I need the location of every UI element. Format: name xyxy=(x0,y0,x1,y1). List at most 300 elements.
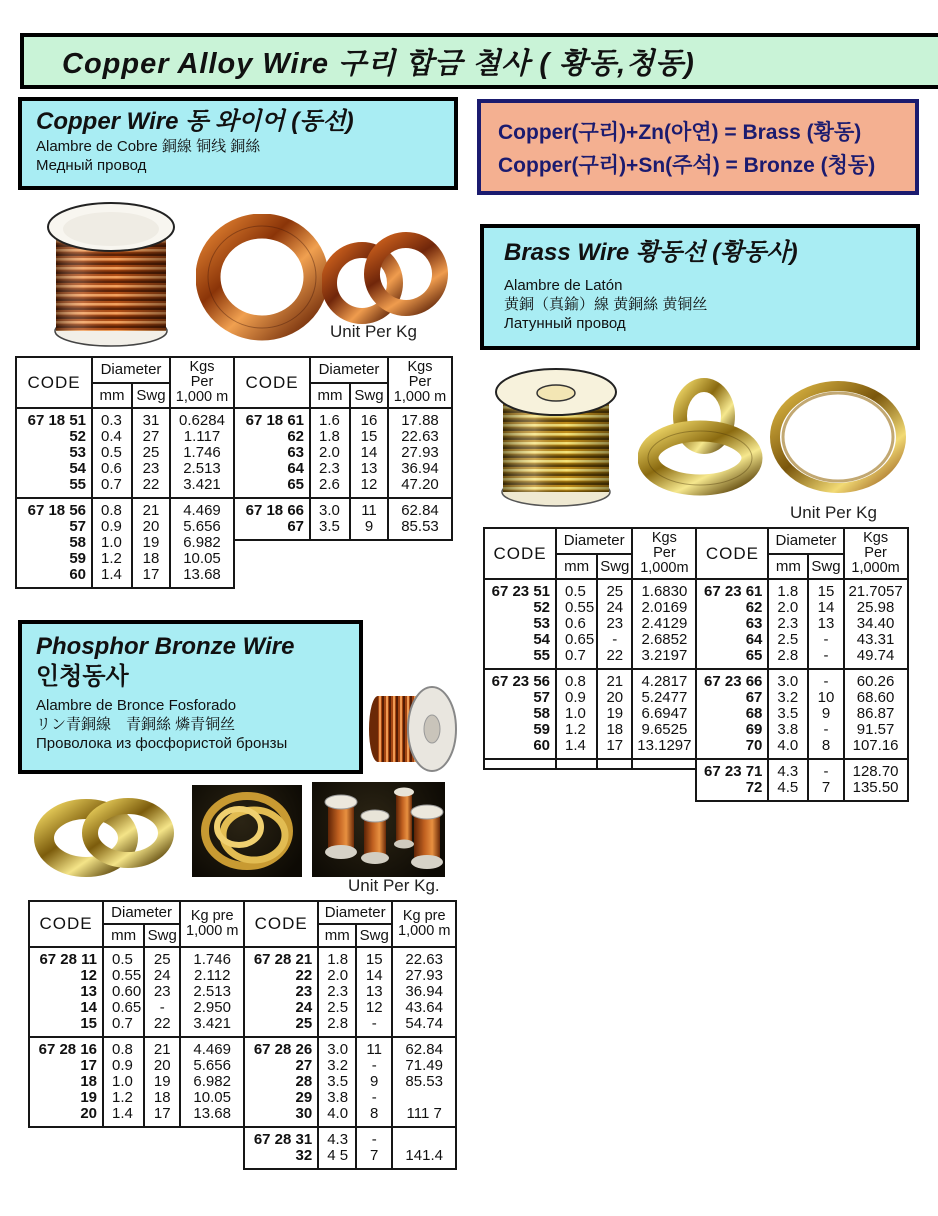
code-cell: 28 xyxy=(244,1074,318,1090)
kg-cell: 13.68 xyxy=(170,567,234,588)
kg-cell: 71.49 xyxy=(392,1058,456,1074)
code-cell: 15 xyxy=(29,1016,103,1037)
table-row xyxy=(244,947,456,968)
code-cell: 68 xyxy=(696,706,768,722)
brass-wire-subtitle-cjk: 黄銅（真鍮）線 黄銅絲 黄铜丝 xyxy=(504,296,708,313)
mm-cell: 3.5 xyxy=(310,519,350,535)
table-row xyxy=(484,669,696,690)
mm-cell: 1.6 xyxy=(310,408,350,429)
swg-cell: 20 xyxy=(144,1058,180,1074)
code-cell: 65 xyxy=(696,648,768,669)
table-row xyxy=(484,690,696,706)
table-row xyxy=(234,408,452,429)
swg-cell: 25 xyxy=(144,947,180,968)
swg-cell: 22 xyxy=(132,477,170,498)
kg-cell xyxy=(388,535,452,540)
mm-cell: 3.8 xyxy=(768,722,808,738)
mm-cell: 4.3 xyxy=(318,1127,356,1148)
kg-cell: 13.1297 xyxy=(632,738,696,759)
phosphor-bronze-info-box xyxy=(18,620,363,774)
mm-cell: 1.0 xyxy=(103,1074,144,1090)
code-cell: 67 18 56 xyxy=(16,498,92,519)
table-row xyxy=(16,498,234,519)
table-row xyxy=(16,567,234,588)
mm-cell: 1.4 xyxy=(556,738,597,759)
copper-wire-subtitle-es: Alambre de Cobre 銅線 铜线 銅絲 xyxy=(36,138,261,155)
code-cell: 27 xyxy=(244,1058,318,1074)
swg-cell: - xyxy=(356,1058,392,1074)
code-cell: 72 xyxy=(696,780,768,801)
swg-cell: - xyxy=(144,1000,180,1016)
mm-cell: 1.8 xyxy=(318,947,356,968)
brass-spool-image xyxy=(492,366,620,515)
table-row xyxy=(29,1106,244,1127)
mm-cell: 1.2 xyxy=(103,1090,144,1106)
swg-cell: 23 xyxy=(132,461,170,477)
swg-cell: 18 xyxy=(597,722,632,738)
mm-cell xyxy=(310,535,350,540)
mm-cell: 4.3 xyxy=(768,759,808,780)
phosphor-bronze-subtitle-ru: Проволока из фосфористой бронзы xyxy=(36,735,288,752)
table-row xyxy=(696,738,907,759)
diameter-column-header: Diameter xyxy=(310,357,388,383)
table-row xyxy=(244,1074,456,1090)
mm-cell: 1.2 xyxy=(92,551,132,567)
code-cell: 23 xyxy=(244,984,318,1000)
table-row xyxy=(234,445,452,461)
swg-column-header: Swg xyxy=(808,554,843,580)
code-cell: 55 xyxy=(484,648,556,669)
kg-cell: 141.4 xyxy=(392,1148,456,1169)
table-row xyxy=(29,1058,244,1074)
code-cell: 53 xyxy=(16,445,92,461)
brass-table-left xyxy=(483,527,697,770)
code-cell: 55 xyxy=(16,477,92,498)
brass-unit-label: Unit Per Kg xyxy=(790,503,877,522)
table-row xyxy=(244,1016,456,1037)
swg-cell: 14 xyxy=(356,968,392,984)
bronze-formula: Copper(구리)+Sn(주석) = Bronze (청동) xyxy=(498,154,876,177)
kg-cell: 2.112 xyxy=(180,968,244,984)
kg-column-header: Kg pre 1,000 m xyxy=(180,901,244,947)
code-cell: 20 xyxy=(29,1106,103,1127)
copper-table-left xyxy=(15,356,235,589)
swg-cell: 15 xyxy=(808,579,843,600)
kg-cell: 91.57 xyxy=(844,722,908,738)
code-column-header: CODE xyxy=(234,357,310,408)
mm-column-header: mm xyxy=(318,924,356,947)
code-cell: 67 18 61 xyxy=(234,408,310,429)
copper-wire-title: Copper Wire 동 와이어 (동선) xyxy=(36,108,354,135)
copper-spool-image xyxy=(45,200,177,355)
mm-cell: 0.55 xyxy=(103,968,144,984)
swg-cell: 21 xyxy=(144,1037,180,1058)
code-column-header: CODE xyxy=(696,528,768,579)
table-row xyxy=(29,1037,244,1058)
table-row xyxy=(234,429,452,445)
kg-column-header: Kgs Per 1,000m xyxy=(844,528,908,579)
kg-cell: 1.746 xyxy=(180,947,244,968)
mm-cell: 4 5 xyxy=(318,1148,356,1169)
code-cell: 13 xyxy=(29,984,103,1000)
mm-cell: 2.0 xyxy=(310,445,350,461)
table-row xyxy=(696,579,907,600)
swg-cell: 9 xyxy=(350,519,388,535)
kg-column-header: Kgs Per 1,000 m xyxy=(170,357,234,408)
mm-cell: 0.9 xyxy=(103,1058,144,1074)
phosphor-bronze-subtitle-es: Alambre de Bronce Fosforado xyxy=(36,697,237,714)
kg-cell: 43.31 xyxy=(844,632,908,648)
swg-cell: 12 xyxy=(356,1000,392,1016)
swg-cell: 25 xyxy=(597,579,632,600)
swg-cell: 12 xyxy=(350,477,388,498)
table-row xyxy=(484,722,696,738)
kg-cell: 1.6830 xyxy=(632,579,696,600)
swg-cell: 19 xyxy=(597,706,632,722)
swg-cell: 27 xyxy=(132,429,170,445)
kg-cell: 3.421 xyxy=(180,1016,244,1037)
mm-cell: 3.0 xyxy=(310,498,350,519)
code-cell: 54 xyxy=(484,632,556,648)
table-row xyxy=(16,551,234,567)
kg-cell: 25.98 xyxy=(844,600,908,616)
kg-cell: 3.421 xyxy=(170,477,234,498)
code-cell: 67 28 21 xyxy=(244,947,318,968)
mm-cell: 2.5 xyxy=(768,632,808,648)
kg-cell: 6.6947 xyxy=(632,706,696,722)
mm-cell: 0.7 xyxy=(92,477,132,498)
phosphor-small-spool-image xyxy=(368,678,462,785)
table-row xyxy=(244,1106,456,1127)
swg-cell xyxy=(350,535,388,540)
mm-cell: 3.2 xyxy=(318,1058,356,1074)
kg-cell: 111 7 xyxy=(392,1106,456,1127)
swg-cell: 9 xyxy=(808,706,843,722)
kg-cell: 85.53 xyxy=(388,519,452,535)
phosphor-coil-photo xyxy=(192,785,302,877)
mm-cell: 0.9 xyxy=(556,690,597,706)
swg-cell: 13 xyxy=(350,461,388,477)
phosphor-bronze-title-en: Phosphor Bronze Wire xyxy=(36,633,295,660)
mm-cell: 0.8 xyxy=(92,498,132,519)
kg-cell: 36.94 xyxy=(388,461,452,477)
mm-column-header: mm xyxy=(556,554,597,580)
code-cell: 59 xyxy=(16,551,92,567)
swg-cell: 24 xyxy=(144,968,180,984)
swg-cell: 13 xyxy=(808,616,843,632)
mm-column-header: mm xyxy=(310,383,350,409)
mm-cell: 0.60 xyxy=(103,984,144,1000)
code-cell: 60 xyxy=(484,738,556,759)
table-row xyxy=(696,648,907,669)
swg-column-header: Swg xyxy=(144,924,180,947)
diameter-column-header: Diameter xyxy=(103,901,180,924)
mm-cell: 0.5 xyxy=(103,947,144,968)
alloy-formula-box xyxy=(477,99,919,195)
code-cell: 67 23 56 xyxy=(484,669,556,690)
table-row xyxy=(29,1000,244,1016)
diameter-column-header: Diameter xyxy=(92,357,170,383)
table-row xyxy=(244,1058,456,1074)
code-cell: 30 xyxy=(244,1106,318,1127)
kg-cell: 2.6852 xyxy=(632,632,696,648)
swg-cell: 20 xyxy=(132,519,170,535)
code-cell: 24 xyxy=(244,1000,318,1016)
kg-cell: 27.93 xyxy=(392,968,456,984)
kg-cell: 4.2817 xyxy=(632,669,696,690)
phosphor-bronze-wire-table xyxy=(28,900,457,1170)
kg-cell: 27.93 xyxy=(388,445,452,461)
code-cell: 70 xyxy=(696,738,768,759)
swg-cell: 11 xyxy=(356,1037,392,1058)
mm-cell: 2.6 xyxy=(310,477,350,498)
code-cell: 67 xyxy=(234,519,310,535)
mm-cell: 4.0 xyxy=(768,738,808,759)
swg-cell: 7 xyxy=(356,1148,392,1169)
swg-cell: 15 xyxy=(350,429,388,445)
table-row xyxy=(244,1148,456,1169)
swg-cell: - xyxy=(808,759,843,780)
mm-cell: 3.2 xyxy=(768,690,808,706)
swg-cell: 8 xyxy=(808,738,843,759)
copper-wire-table xyxy=(15,356,453,589)
swg-column-header: Swg xyxy=(132,383,170,409)
mm-cell: 1.0 xyxy=(556,706,597,722)
code-cell: 67 28 11 xyxy=(29,947,103,968)
kg-cell: 5.2477 xyxy=(632,690,696,706)
swg-cell: - xyxy=(356,1127,392,1148)
table-row xyxy=(29,1074,244,1090)
mm-cell: 3.5 xyxy=(318,1074,356,1090)
brass-coils-image xyxy=(638,378,766,501)
swg-cell: 25 xyxy=(132,445,170,461)
swg-cell: 24 xyxy=(597,600,632,616)
table-row xyxy=(244,1000,456,1016)
swg-cell: 9 xyxy=(356,1074,392,1090)
phosphor-bronze-title-ko: 인청동사 xyxy=(36,663,129,690)
kg-cell: 62.84 xyxy=(388,498,452,519)
kg-cell: 6.982 xyxy=(180,1074,244,1090)
table-row xyxy=(234,477,452,498)
code-cell: 19 xyxy=(29,1090,103,1106)
kg-cell: 21.7057 xyxy=(844,579,908,600)
table-row xyxy=(244,968,456,984)
table-row xyxy=(484,706,696,722)
table-row xyxy=(484,764,696,769)
table-row xyxy=(234,498,452,519)
table-row xyxy=(696,690,907,706)
table-row xyxy=(244,984,456,1000)
table-row xyxy=(484,600,696,616)
brass-wire-subtitle-es: Alambre de Latón xyxy=(504,277,623,294)
swg-cell: 19 xyxy=(144,1074,180,1090)
mm-cell: 2.0 xyxy=(768,600,808,616)
code-cell: 14 xyxy=(29,1000,103,1016)
kg-cell: 128.70 xyxy=(844,759,908,780)
phosphor-table-right xyxy=(243,900,457,1170)
brass-table-right xyxy=(695,527,908,802)
mm-cell: 0.7 xyxy=(103,1016,144,1037)
swg-cell: 18 xyxy=(132,551,170,567)
swg-cell: 16 xyxy=(350,408,388,429)
table-row xyxy=(696,706,907,722)
kg-cell: 17.88 xyxy=(388,408,452,429)
phosphor-table-left xyxy=(28,900,245,1128)
kg-cell: 13.68 xyxy=(180,1106,244,1127)
table-row xyxy=(16,429,234,445)
code-cell: 54 xyxy=(16,461,92,477)
table-row xyxy=(484,738,696,759)
code-cell: 53 xyxy=(484,616,556,632)
swg-cell: 7 xyxy=(808,780,843,801)
swg-cell: 10 xyxy=(808,690,843,706)
mm-cell: 3.0 xyxy=(318,1037,356,1058)
table-row xyxy=(16,461,234,477)
mm-cell: 0.7 xyxy=(556,648,597,669)
copper-wire-info-box xyxy=(18,97,458,190)
code-cell: 22 xyxy=(244,968,318,984)
swg-cell: 11 xyxy=(350,498,388,519)
code-cell: 62 xyxy=(696,600,768,616)
mm-cell: 0.8 xyxy=(556,669,597,690)
copper-rings-image xyxy=(322,228,448,331)
kg-cell: 4.469 xyxy=(180,1037,244,1058)
mm-cell: 0.5 xyxy=(92,445,132,461)
kg-cell: 36.94 xyxy=(392,984,456,1000)
swg-cell: 17 xyxy=(597,738,632,759)
code-cell: 57 xyxy=(484,690,556,706)
swg-cell: - xyxy=(808,648,843,669)
mm-cell: 0.9 xyxy=(92,519,132,535)
code-column-header: CODE xyxy=(484,528,556,579)
kg-cell: 0.6284 xyxy=(170,408,234,429)
code-cell: 67 23 51 xyxy=(484,579,556,600)
swg-cell: 20 xyxy=(597,690,632,706)
kg-cell: 107.16 xyxy=(844,738,908,759)
kg-cell: 9.6525 xyxy=(632,722,696,738)
mm-cell: 4.0 xyxy=(318,1106,356,1127)
code-column-header: CODE xyxy=(29,901,103,947)
brass-wire-title: Brass Wire 황동선 (황동사) xyxy=(504,239,798,266)
kg-cell: 22.63 xyxy=(392,947,456,968)
swg-cell: - xyxy=(356,1090,392,1106)
table-row xyxy=(234,519,452,535)
code-cell: 59 xyxy=(484,722,556,738)
code-cell: 67 23 61 xyxy=(696,579,768,600)
mm-cell: 0.55 xyxy=(556,600,597,616)
table-row xyxy=(16,519,234,535)
code-cell: 63 xyxy=(696,616,768,632)
swg-cell: 22 xyxy=(144,1016,180,1037)
brass-wire-table xyxy=(483,527,909,802)
mm-cell: 2.0 xyxy=(318,968,356,984)
kg-cell: 2.513 xyxy=(170,461,234,477)
copper-unit-label: Unit Per Kg xyxy=(330,322,417,341)
kg-cell: 68.60 xyxy=(844,690,908,706)
phosphor-coil-image xyxy=(28,790,180,887)
code-cell: 63 xyxy=(234,445,310,461)
table-row xyxy=(29,1090,244,1106)
code-cell: 67 23 71 xyxy=(696,759,768,780)
mm-cell: 0.4 xyxy=(92,429,132,445)
table-row xyxy=(484,579,696,600)
mm-cell: 1.8 xyxy=(768,579,808,600)
swg-cell: - xyxy=(597,632,632,648)
kg-cell: 2.4129 xyxy=(632,616,696,632)
code-cell: 67 18 51 xyxy=(16,408,92,429)
kg-cell xyxy=(632,764,696,769)
code-cell: 64 xyxy=(696,632,768,648)
kg-cell: 1.746 xyxy=(170,445,234,461)
code-cell: 18 xyxy=(29,1074,103,1090)
code-cell: 69 xyxy=(696,722,768,738)
code-cell: 25 xyxy=(244,1016,318,1037)
code-cell: 52 xyxy=(484,600,556,616)
code-cell: 58 xyxy=(484,706,556,722)
code-cell: 67 28 16 xyxy=(29,1037,103,1058)
kg-cell: 5.656 xyxy=(180,1058,244,1074)
page-title: Copper Alloy Wire 구리 합금 철사 ( 황동,청동) xyxy=(62,47,695,80)
swg-cell: 17 xyxy=(144,1106,180,1127)
mm-cell: 2.8 xyxy=(768,648,808,669)
brass-wire-subtitle-ru: Латунный провод xyxy=(504,315,626,332)
table-row xyxy=(16,445,234,461)
table-row xyxy=(696,759,907,780)
mm-cell: 1.0 xyxy=(92,535,132,551)
mm-cell: 4.5 xyxy=(768,780,808,801)
mm-cell: 1.4 xyxy=(92,567,132,588)
code-cell: 57 xyxy=(16,519,92,535)
table-row xyxy=(16,477,234,498)
kg-cell: 2.513 xyxy=(180,984,244,1000)
kg-cell: 43.64 xyxy=(392,1000,456,1016)
table-row xyxy=(244,1037,456,1058)
table-row xyxy=(696,722,907,738)
code-cell: 58 xyxy=(16,535,92,551)
swg-cell: 23 xyxy=(144,984,180,1000)
kg-column-header: Kgs Per 1,000m xyxy=(632,528,696,579)
phosphor-bronze-subtitle-cjk: リン青銅線 青銅絲 燐青铜丝 xyxy=(36,716,236,733)
kg-cell: 3.2197 xyxy=(632,648,696,669)
kg-cell: 49.74 xyxy=(844,648,908,669)
kg-cell: 54.74 xyxy=(392,1016,456,1037)
kg-cell: 2.0169 xyxy=(632,600,696,616)
mm-cell: 0.65 xyxy=(103,1000,144,1016)
code-cell xyxy=(234,535,310,540)
kg-column-header: Kgs Per 1,000 m xyxy=(388,357,452,408)
table-row xyxy=(16,408,234,429)
mm-cell: 0.65 xyxy=(556,632,597,648)
kg-cell: 86.87 xyxy=(844,706,908,722)
swg-cell: - xyxy=(356,1016,392,1037)
mm-cell: 2.3 xyxy=(318,984,356,1000)
mm-cell: 3.0 xyxy=(768,669,808,690)
swg-cell: 14 xyxy=(350,445,388,461)
swg-cell: 23 xyxy=(597,616,632,632)
mm-cell: 0.6 xyxy=(556,616,597,632)
swg-column-header: Swg xyxy=(597,554,632,580)
phosphor-unit-label: Unit Per Kg. xyxy=(348,876,440,895)
kg-cell: 2.950 xyxy=(180,1000,244,1016)
mm-cell: 0.3 xyxy=(92,408,132,429)
mm-column-header: mm xyxy=(92,383,132,409)
table-row xyxy=(696,616,907,632)
mm-cell: 3.5 xyxy=(768,706,808,722)
kg-cell: 1.117 xyxy=(170,429,234,445)
swg-cell: 13 xyxy=(356,984,392,1000)
swg-cell: 22 xyxy=(597,648,632,669)
diameter-column-header: Diameter xyxy=(318,901,392,924)
